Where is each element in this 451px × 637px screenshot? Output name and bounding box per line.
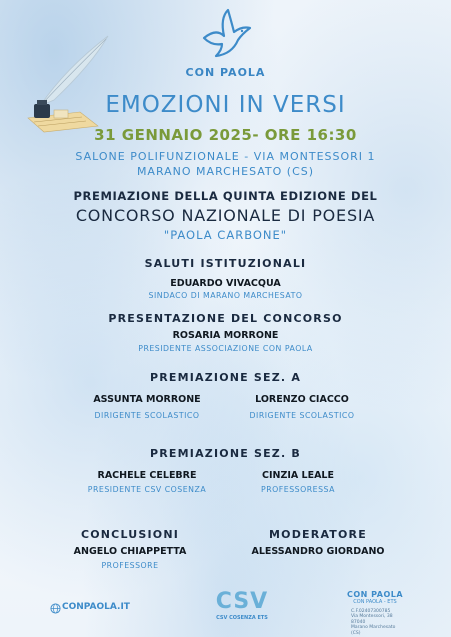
concorso-title: CONCORSO NAZIONALE DI POESIA — [75, 206, 376, 225]
saluti-name: EDUARDO VIVACQUA — [170, 278, 281, 289]
sez-b-left-role: PRESIDENTE CSV COSENZA — [87, 485, 207, 494]
quill-inkwell-icon — [20, 34, 115, 134]
saluti-role: SINDACO DI MARANO MARCHESATO — [148, 291, 303, 300]
globe-icon — [50, 603, 61, 614]
cp-logo-sub: CON PAOLA - ETS — [353, 599, 397, 605]
brand-name: CON PAOLA — [185, 66, 266, 79]
event-date: 31 GENNAIO 2025- ORE 16:30 — [94, 126, 357, 144]
csv-logo-sub: CSV COSENZA ETS — [216, 615, 268, 621]
website-link[interactable]: CONPAOLA.IT — [62, 602, 130, 612]
conclusioni-name: ANGELO CHIAPPETTA — [73, 546, 187, 557]
moderatore-heading: MODERATORE — [269, 528, 367, 541]
moderatore-name: ALESSANDRO GIORDANO — [251, 546, 385, 557]
csv-logo-text: CSV — [215, 589, 269, 614]
sez-a-left-role: DIRIGENTE SCOLASTICO — [94, 411, 200, 420]
sez-b-right-role: PROFESSORESSA — [261, 485, 335, 494]
event-title: EMOZIONI IN VERSI — [105, 92, 346, 118]
conclusioni-role: PROFESSORE — [101, 561, 159, 570]
cp-info-address: Via Montessori, 38 87040 — [351, 614, 393, 625]
sez-a-left-name: ASSUNTA MORRONE — [93, 394, 201, 405]
saluti-heading: SALUTI ISTITUZIONALI — [144, 257, 307, 270]
sez-a-right-role: DIRIGENTE SCOLASTICO — [249, 411, 355, 420]
sez-a-right-name: LORENZO CIACCO — [255, 394, 349, 405]
cp-info-city: Marano Marchesato (CS) — [351, 625, 396, 636]
event-location-line1: SALONE POLIFUNZIONALE - VIA MONTESSORI 1 — [75, 150, 376, 163]
con-paola-ets-logo — [345, 590, 405, 636]
sez-b-heading: PREMIAZIONE SEZ. B — [150, 447, 301, 460]
csv-logo — [210, 589, 274, 627]
sez-b-right-name: CINZIA LEALE — [262, 470, 334, 481]
sez-b-left-name: RACHELE CELEBRE — [97, 470, 197, 481]
presentazione-heading: PRESENTAZIONE DEL CONCORSO — [108, 312, 343, 325]
presentazione-name: ROSARIA MORRONE — [172, 330, 279, 341]
cp-info-cf: C.F.02407300785 — [351, 609, 391, 614]
cp-logo-name: CON PAOLA — [346, 590, 404, 599]
event-location-line2: MARANO MARCHESATO (CS) — [136, 165, 315, 178]
presentazione-role: PRESIDENTE ASSOCIAZIONE CON PAOLA — [138, 344, 313, 353]
paola-carbone-title: "PAOLA CARBONE" — [163, 228, 288, 242]
conclusioni-heading: CONCLUSIONI — [80, 528, 180, 541]
dove-icon — [198, 8, 254, 64]
sez-a-heading: PREMIAZIONE SEZ. A — [149, 371, 302, 384]
premiazione-subtitle: PREMIAZIONE DELLA QUINTA EDIZIONE DEL — [73, 189, 378, 203]
